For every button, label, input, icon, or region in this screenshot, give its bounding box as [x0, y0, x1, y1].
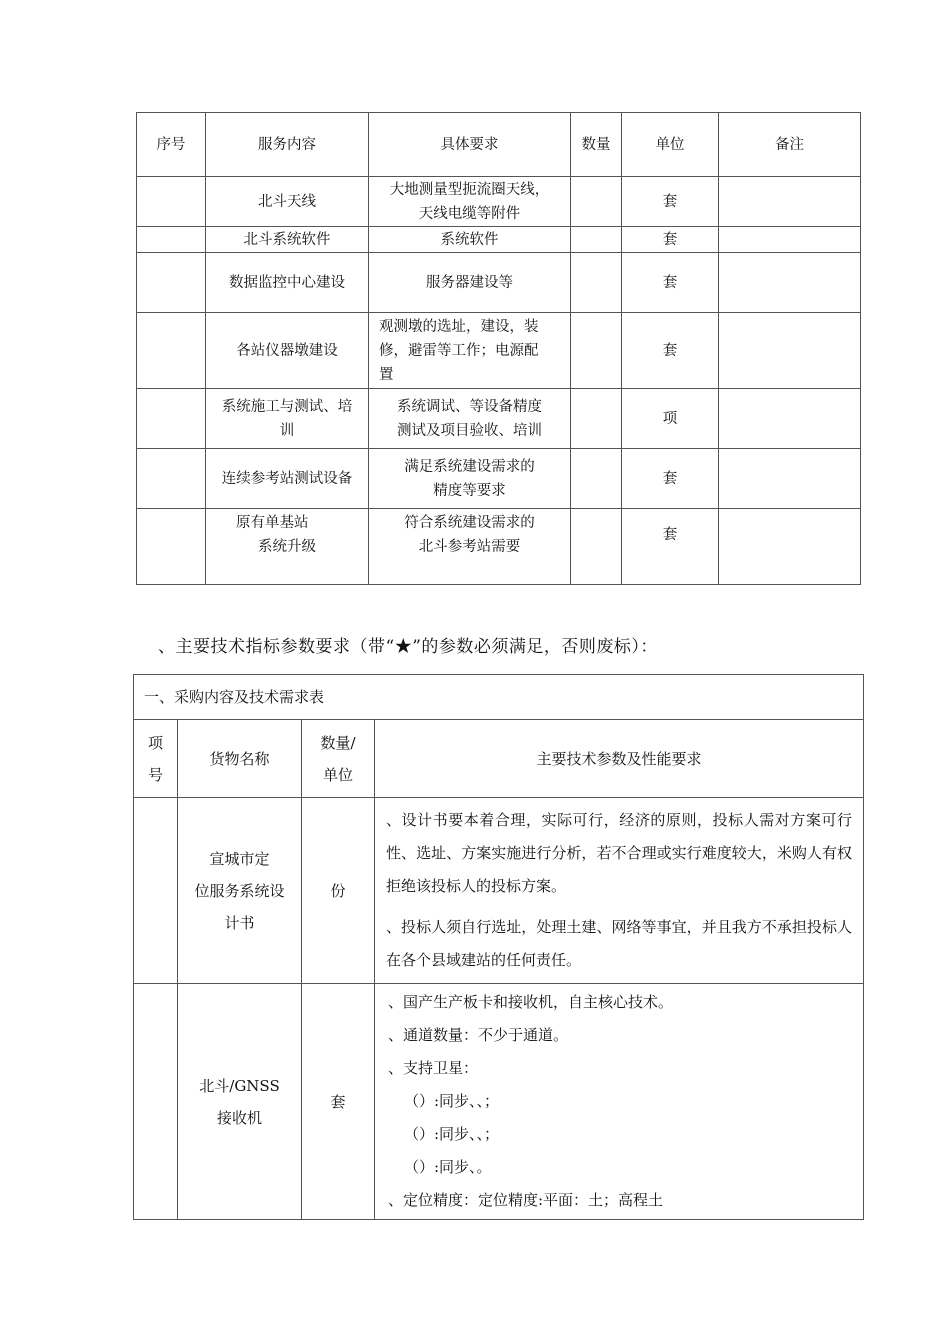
cell-line: 满足系统建设需求的	[404, 458, 535, 475]
cell-line: 北斗系统软件	[243, 231, 331, 248]
qty-cell	[571, 177, 622, 227]
service-cell	[206, 449, 369, 509]
cell-line: 修，避雷等工作；电源配	[379, 342, 539, 359]
qty-unit-header	[302, 720, 375, 798]
header-line: 数量/	[320, 733, 356, 752]
qty-cell	[571, 253, 622, 313]
note-cell	[719, 509, 861, 585]
cell-line: 数据监控中心建设	[229, 274, 345, 291]
unit-cell: 份	[302, 798, 375, 984]
qty-cell	[571, 313, 622, 389]
spec-cell	[375, 984, 864, 1220]
qty-cell	[571, 449, 622, 509]
no-header	[134, 720, 178, 798]
requirement-cell	[369, 177, 571, 227]
cell-line: 置	[379, 366, 394, 383]
header-line: 项	[147, 733, 163, 752]
unit-cell: 套	[622, 449, 719, 509]
no-cell	[137, 313, 206, 389]
qty-cell	[571, 227, 622, 253]
cell-line: 连续参考站测试设备	[221, 470, 353, 487]
cell-line: 北斗/GNSS	[199, 1076, 280, 1095]
spec-line: 、国产生产板卡和接收机，自主核心技术。	[388, 993, 674, 1011]
note-cell	[719, 177, 861, 227]
table-row	[134, 984, 864, 1220]
table-row	[137, 253, 861, 313]
note-cell	[719, 389, 861, 449]
requirement-cell	[369, 449, 571, 509]
spec-header: 主要技术参数及性能要求	[375, 720, 864, 798]
cell-line: 天线电缆等附件	[418, 205, 521, 222]
spec-line: 、通道数量：不少于通道。	[388, 1026, 569, 1044]
header-cell: 数量	[571, 113, 622, 177]
table-row	[137, 389, 861, 449]
header-cell: 序号	[137, 113, 206, 177]
cell-line: 计书	[224, 913, 255, 932]
requirement-cell	[369, 509, 571, 585]
procurement-table	[133, 674, 864, 1220]
note-cell	[719, 449, 861, 509]
unit-cell: 套	[622, 509, 719, 585]
spec-line: 、支持卫星：	[388, 1059, 479, 1077]
service-cell	[206, 389, 369, 449]
header-line: 单位	[322, 765, 353, 784]
no-cell	[137, 177, 206, 227]
unit-cell: 套	[622, 313, 719, 389]
service-table	[136, 112, 861, 585]
requirement-cell	[369, 313, 571, 389]
qty-cell	[571, 389, 622, 449]
requirement-cell	[369, 227, 571, 253]
cell-line: 北斗天线	[258, 193, 316, 210]
cell-line: 宣城市定	[209, 849, 270, 868]
spec-line: 、定位精度：定位精度:平面：土；高程土	[388, 1191, 664, 1209]
cell-line: 北斗参考站需要	[418, 539, 521, 555]
cell-line: 位服务系统设	[194, 881, 285, 900]
qty-cell	[571, 509, 622, 585]
unit-cell: 套	[302, 984, 375, 1220]
requirement-cell	[369, 389, 571, 449]
cell-line: 测试及项目验收、培训	[397, 422, 542, 439]
name-cell	[178, 984, 302, 1220]
cell-line: 服务器建设等	[426, 274, 513, 291]
table-row	[137, 227, 861, 253]
name-header: 货物名称	[178, 720, 302, 798]
header-cell: 备注	[719, 113, 861, 177]
table-row	[137, 177, 861, 227]
note-cell	[719, 313, 861, 389]
section-heading: 、主要技术指标参数要求（带“★”的参数必须满足，否则废标）：	[158, 637, 658, 657]
table-title-row	[134, 675, 864, 720]
no-cell	[137, 449, 206, 509]
unit-cell: 套	[622, 227, 719, 253]
header-cell: 单位	[622, 113, 719, 177]
table-row	[137, 449, 861, 509]
cell-line: 系统调试、等设备精度	[397, 398, 542, 415]
cell-line: 各站仪器墩建设	[236, 342, 338, 359]
table-row	[137, 509, 861, 585]
spec-line: （）:同步、、；	[404, 1092, 500, 1110]
no-cell	[137, 509, 206, 585]
cell-line: 精度等要求	[433, 482, 506, 499]
cell-line: 大地测量型扼流圈天线，	[389, 181, 550, 198]
cell-line: 训	[279, 422, 295, 439]
cell-line: 接收机	[216, 1108, 262, 1127]
spec-paragraph: 、设计书要本着合理，实际可行，经济的原则，投标人需对方案可行性、选址、方案实施进行分析，若不合理或实行难度较大，米购人有权拒绝该投标人的投标方案。	[386, 811, 853, 895]
cell-line: 符合系统建设需求的	[404, 515, 535, 531]
note-cell	[719, 253, 861, 313]
service-cell	[206, 227, 369, 253]
table-header-row	[134, 720, 864, 798]
header-line: 号	[147, 765, 163, 784]
requirement-cell	[369, 253, 571, 313]
table-row	[134, 798, 864, 984]
no-cell	[134, 798, 178, 984]
header-cell: 具体要求	[369, 113, 571, 177]
no-cell	[137, 253, 206, 313]
cell-line: 系统软件	[440, 231, 499, 248]
unit-cell: 套	[622, 177, 719, 227]
spec-paragraph: 、投标人须自行选址，处理土建、网络等事宜，并且我方不承担投标人在各个县域建站的任何责任。	[386, 918, 853, 969]
service-cell	[206, 253, 369, 313]
unit-cell: 项	[622, 389, 719, 449]
spec-cell	[375, 798, 864, 984]
header-cell: 服务内容	[206, 113, 369, 177]
cell-line: 系统施工与测试、培	[221, 398, 353, 415]
unit-cell: 套	[622, 253, 719, 313]
no-cell	[137, 227, 206, 253]
spec-line: （）:同步、、；	[404, 1125, 500, 1143]
table-title: 一、采购内容及技术需求表	[134, 675, 864, 720]
spec-line: （）:同步、。	[404, 1158, 492, 1176]
note-cell	[719, 227, 861, 253]
cell-line: 原有单基站	[236, 515, 309, 531]
table-header-row	[137, 113, 861, 177]
service-cell	[206, 313, 369, 389]
no-cell	[137, 389, 206, 449]
service-cell	[206, 177, 369, 227]
name-cell	[178, 798, 302, 984]
cell-line: 观测墩的选址，建设，装	[379, 318, 539, 335]
service-cell	[206, 509, 369, 585]
cell-line: 系统升级	[258, 539, 316, 555]
table-row	[137, 313, 861, 389]
no-cell	[134, 984, 178, 1220]
